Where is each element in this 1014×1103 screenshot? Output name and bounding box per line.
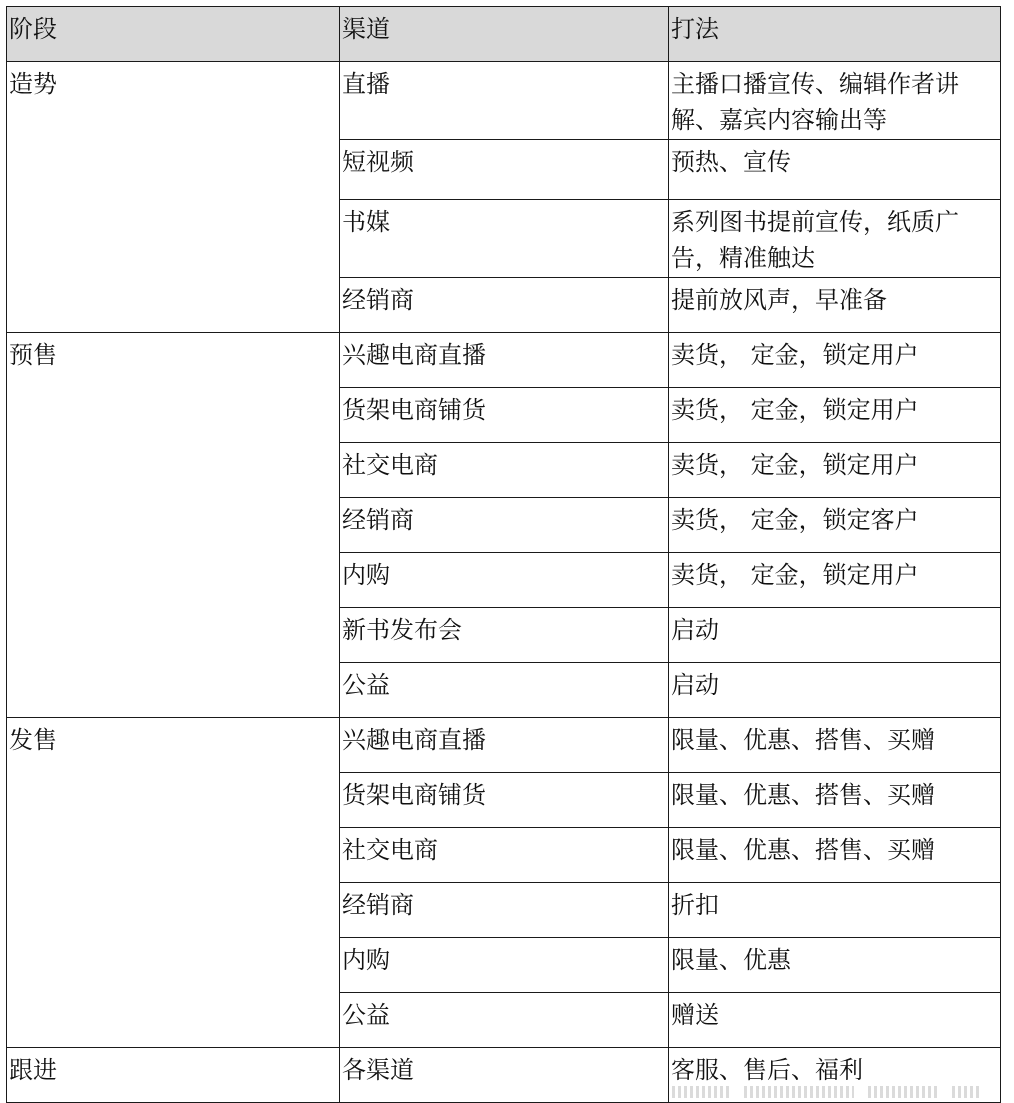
method-cell: 卖货， 定金，锁定用户: [669, 333, 1001, 388]
channel-cell: 新书发布会: [340, 608, 669, 663]
method-cell: 系列图书提前宣传，纸质广告，精准触达: [669, 200, 1001, 278]
header-row: [7, 7, 1001, 62]
method-cell: 限量、优惠、搭售、买赠: [669, 718, 1001, 773]
method-cell: 预热、宣传: [669, 140, 1001, 200]
table-body: [7, 62, 1001, 1103]
method-cell: 启动: [669, 663, 1001, 718]
method-cell: 卖货， 定金，锁定用户: [669, 388, 1001, 443]
channel-cell: 直播: [340, 62, 669, 140]
channel-cell: 社交电商: [340, 443, 669, 498]
channel-cell: 书媒: [340, 200, 669, 278]
header-method: 打法: [669, 7, 1001, 62]
channel-cell: 兴趣电商直播: [340, 718, 669, 773]
method-cell: 主播口播宣传、编辑作者讲解、嘉宾内容输出等: [669, 62, 1001, 140]
method-cell: 限量、优惠、搭售、买赠: [669, 828, 1001, 883]
channel-cell: 各渠道: [340, 1048, 669, 1103]
table-row: [7, 718, 1001, 773]
table-row: [7, 62, 1001, 140]
method-cell: 限量、优惠: [669, 938, 1001, 993]
channel-cell: 货架电商铺货: [340, 388, 669, 443]
channel-cell: 经销商: [340, 278, 669, 333]
channel-cell: 经销商: [340, 498, 669, 553]
method-cell: 折扣: [669, 883, 1001, 938]
channel-cell: 内购: [340, 938, 669, 993]
method-cell: 客服、售后、福利: [669, 1048, 1001, 1103]
method-cell: 卖货， 定金，锁定客户: [669, 498, 1001, 553]
header-stage: 阶段: [7, 7, 340, 62]
method-cell: 赠送: [669, 993, 1001, 1048]
cropped-text-fragment: [672, 1086, 992, 1098]
table-header: [7, 7, 1001, 62]
channel-cell: 公益: [340, 993, 669, 1048]
stage-cell: 预售: [7, 333, 340, 718]
header-channel: 渠道: [340, 7, 669, 62]
table-row: [7, 333, 1001, 388]
channel-cell: 兴趣电商直播: [340, 333, 669, 388]
stage-cell: 造势: [7, 62, 340, 333]
channel-cell: 社交电商: [340, 828, 669, 883]
channel-cell: 短视频: [340, 140, 669, 200]
stage-cell: 发售: [7, 718, 340, 1048]
strategy-table: [6, 6, 1001, 1103]
channel-cell: 公益: [340, 663, 669, 718]
channel-cell: 内购: [340, 553, 669, 608]
channel-cell: 货架电商铺货: [340, 773, 669, 828]
method-cell: 启动: [669, 608, 1001, 663]
method-cell: 卖货， 定金，锁定用户: [669, 443, 1001, 498]
method-cell: 限量、优惠、搭售、买赠: [669, 773, 1001, 828]
stage-cell: 跟进: [7, 1048, 340, 1103]
channel-cell: 经销商: [340, 883, 669, 938]
strategy-table-container: [6, 6, 1000, 1103]
method-cell: 提前放风声，早准备: [669, 278, 1001, 333]
method-cell: 卖货， 定金，锁定用户: [669, 553, 1001, 608]
